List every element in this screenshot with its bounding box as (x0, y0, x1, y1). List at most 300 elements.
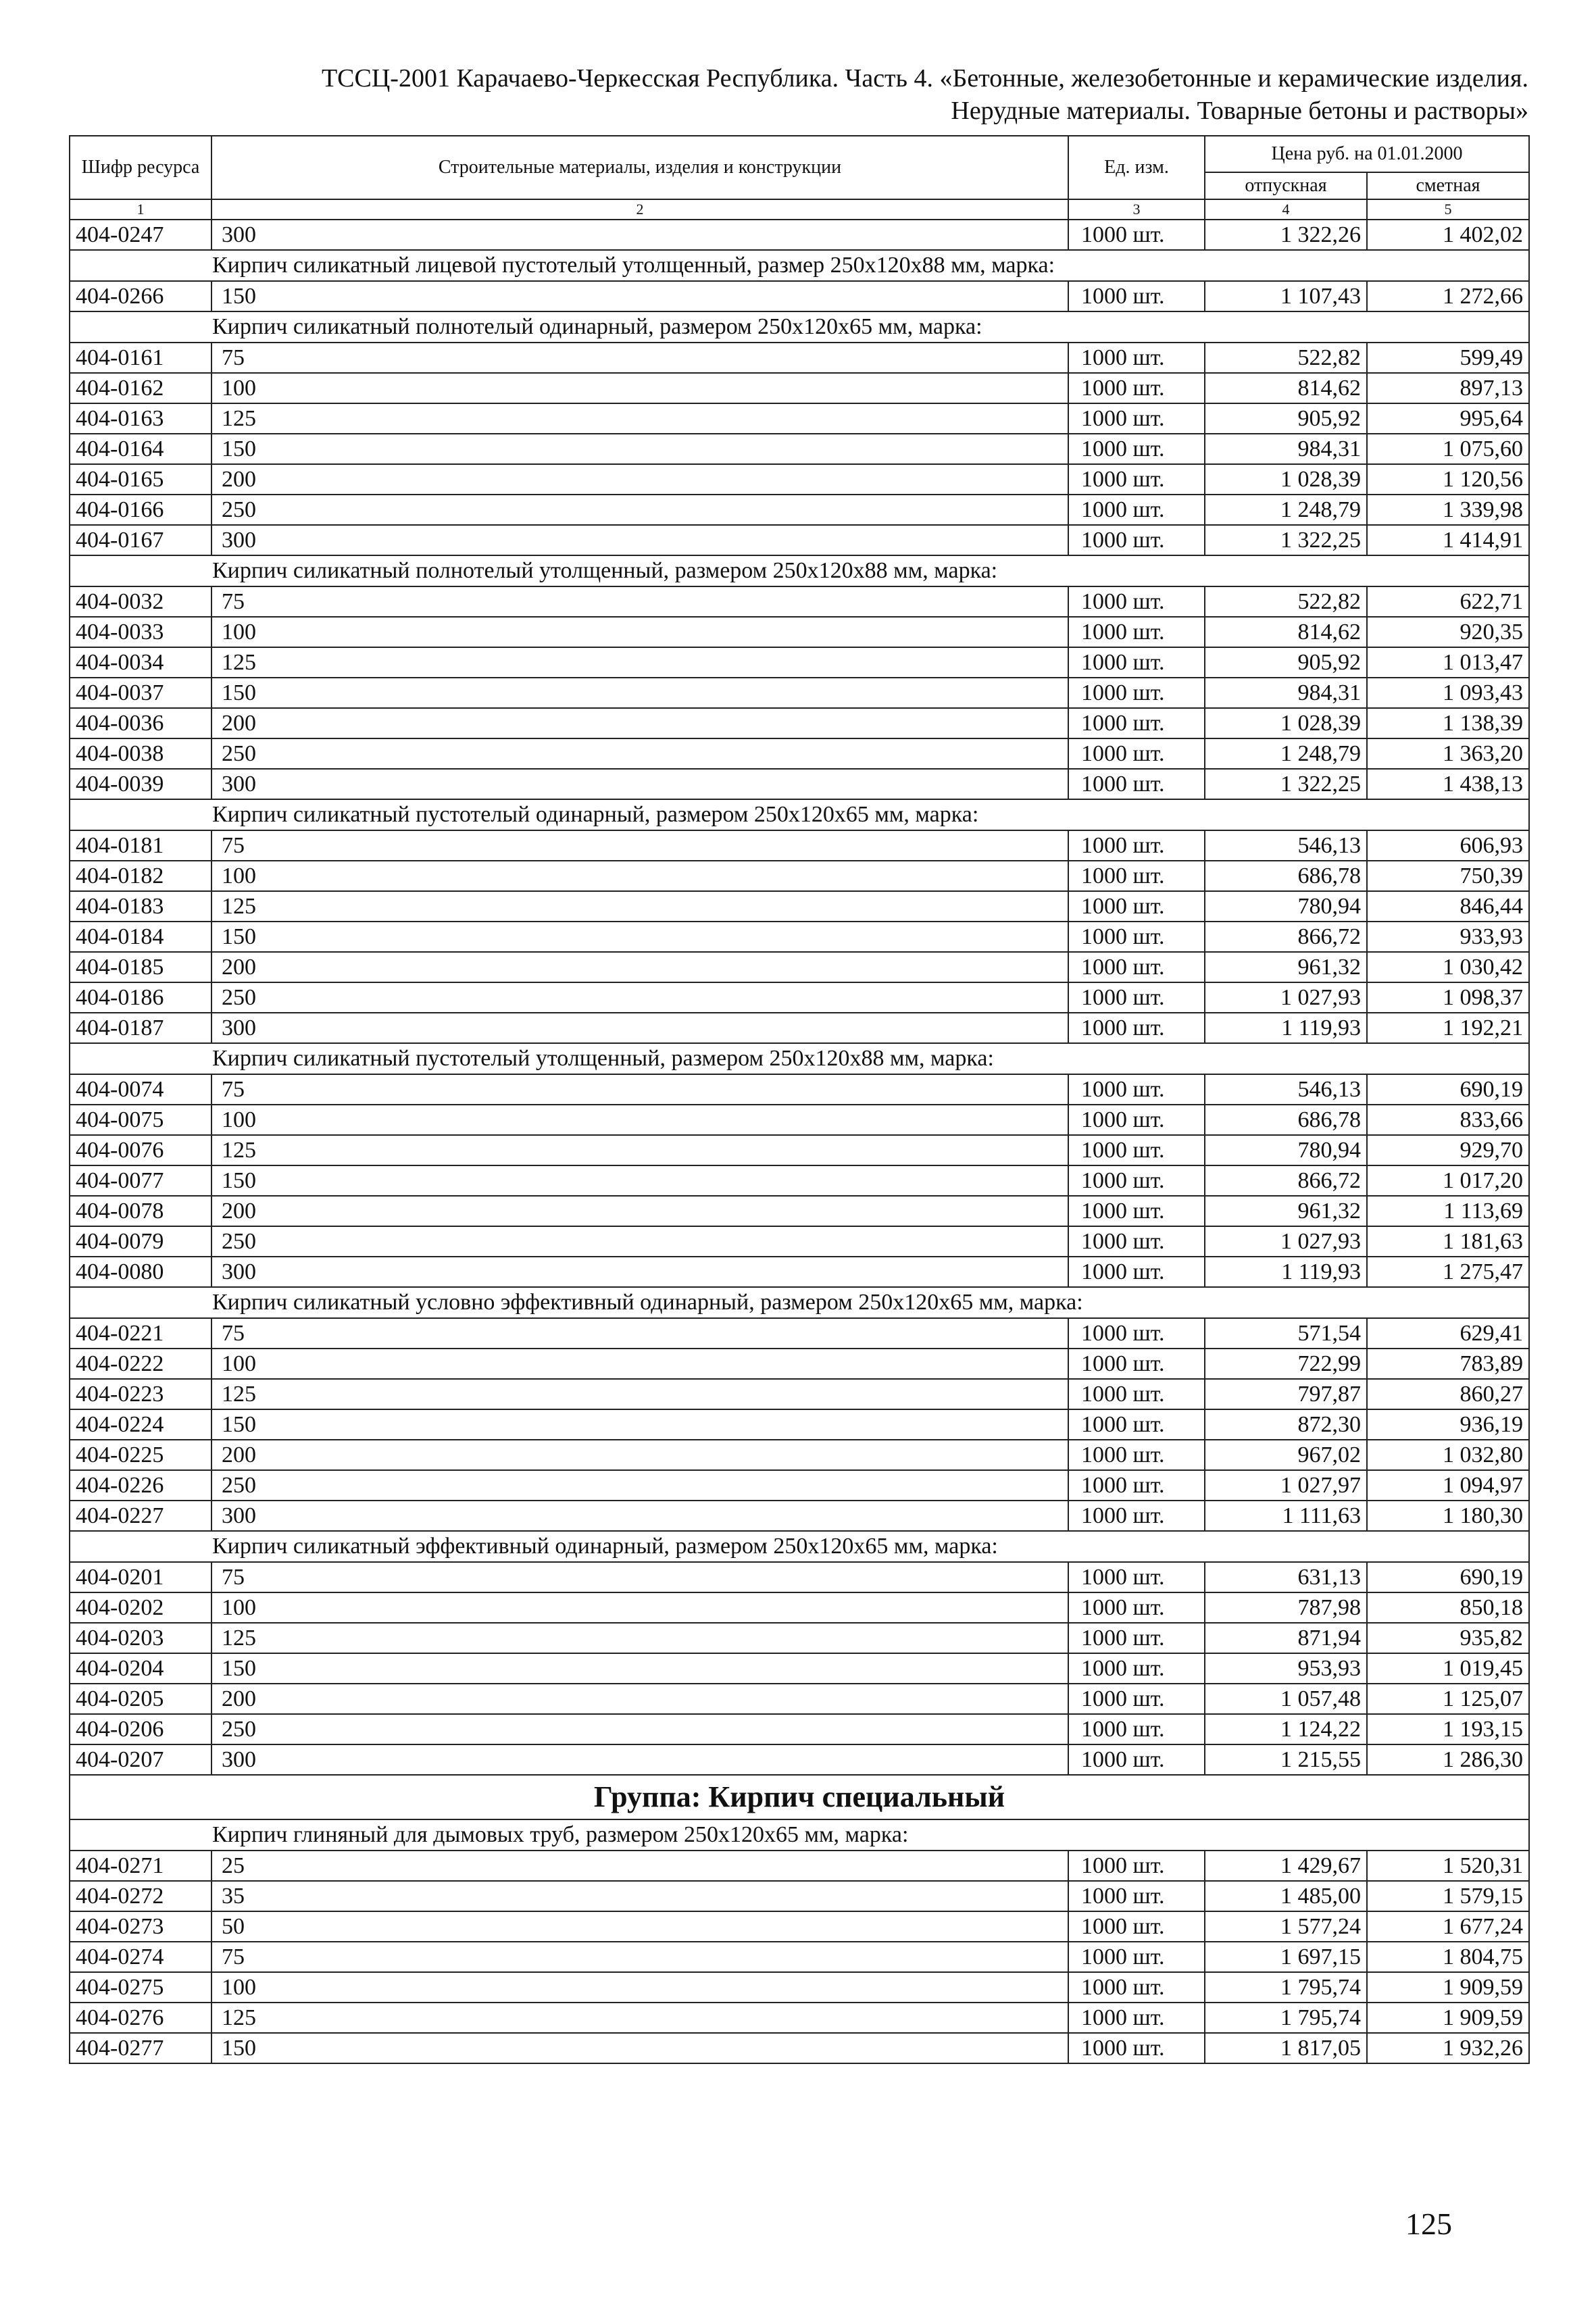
resource-code-cell: 404-0037 (70, 678, 211, 708)
brand-cell: 75 (211, 1318, 1068, 1349)
brand-cell: 150 (211, 2033, 1068, 2063)
release-price-cell: 1 795,74 (1205, 1972, 1367, 2003)
unit-cell: 1000 шт. (1068, 769, 1205, 799)
unit-cell: 1000 шт. (1068, 220, 1205, 250)
brand-cell: 100 (211, 617, 1068, 647)
unit-cell: 1000 шт. (1068, 403, 1205, 434)
resource-code-cell: 404-0033 (70, 617, 211, 647)
brand-cell: 200 (211, 1440, 1068, 1470)
release-price-cell: 780,94 (1205, 891, 1367, 922)
table-row (70, 1470, 1529, 1501)
table-row (70, 1501, 1529, 1531)
brand-cell: 300 (211, 769, 1068, 799)
estimate-price-cell: 1 125,07 (1367, 1684, 1529, 1714)
resource-code-cell: 404-0226 (70, 1470, 211, 1501)
estimate-price-cell: 1 414,91 (1367, 525, 1529, 555)
brand-cell: 250 (211, 1714, 1068, 1744)
resource-code-cell: 404-0165 (70, 464, 211, 495)
col-header-name: Строительные материалы, изделия и конструкции (211, 136, 1068, 199)
group-title: Группа: Кирпич специальный (70, 1775, 1529, 1819)
release-price-cell: 984,31 (1205, 434, 1367, 464)
brand-cell: 200 (211, 708, 1068, 738)
release-price-cell: 866,72 (1205, 922, 1367, 952)
unit-cell: 1000 шт. (1068, 1349, 1205, 1379)
resource-code-cell: 404-0164 (70, 434, 211, 464)
col-number-2: 2 (211, 199, 1068, 220)
group-row (70, 1775, 1529, 1819)
release-price-cell: 1 028,39 (1205, 464, 1367, 495)
table-row (70, 830, 1529, 861)
release-price-cell: 1 485,00 (1205, 1881, 1367, 1911)
release-price-cell: 1 057,48 (1205, 1684, 1367, 1714)
unit-cell: 1000 шт. (1068, 1744, 1205, 1775)
release-price-cell: 814,62 (1205, 373, 1367, 403)
estimate-price-cell: 1 138,39 (1367, 708, 1529, 738)
unit-cell: 1000 шт. (1068, 1379, 1205, 1409)
brand-cell: 150 (211, 434, 1068, 464)
brand-cell: 300 (211, 1257, 1068, 1287)
release-price-cell: 522,82 (1205, 586, 1367, 617)
resource-code-cell: 404-0075 (70, 1105, 211, 1135)
subsection-title: Кирпич силикатный пустотелый одинарный, размером 250х120х65 мм, марка: (70, 799, 1529, 830)
unit-cell: 1000 шт. (1068, 1440, 1205, 1470)
release-price-cell: 1 248,79 (1205, 495, 1367, 525)
table-row (70, 495, 1529, 525)
table-row (70, 1226, 1529, 1257)
table-row (70, 1165, 1529, 1196)
unit-cell: 1000 шт. (1068, 1623, 1205, 1653)
col-number-5: 5 (1367, 199, 1529, 220)
resource-code-cell: 404-0184 (70, 922, 211, 952)
brand-cell: 150 (211, 1409, 1068, 1440)
table-row (70, 678, 1529, 708)
resource-code-cell: 404-0271 (70, 1851, 211, 1881)
resource-code-cell: 404-0032 (70, 586, 211, 617)
resource-code-cell: 404-0163 (70, 403, 211, 434)
resource-code-cell: 404-0161 (70, 343, 211, 373)
table-row (70, 1562, 1529, 1592)
estimate-price-cell: 1 339,98 (1367, 495, 1529, 525)
table-row (70, 1440, 1529, 1470)
unit-cell: 1000 шт. (1068, 678, 1205, 708)
release-price-cell: 1 795,74 (1205, 2003, 1367, 2033)
unit-cell: 1000 шт. (1068, 1881, 1205, 1911)
release-price-cell: 1 429,67 (1205, 1851, 1367, 1881)
estimate-price-cell: 1 193,15 (1367, 1714, 1529, 1744)
resource-code-cell: 404-0079 (70, 1226, 211, 1257)
resource-code-cell: 404-0221 (70, 1318, 211, 1349)
release-price-cell: 546,13 (1205, 1074, 1367, 1105)
table-row (70, 1379, 1529, 1409)
estimate-price-cell: 1 932,26 (1367, 2033, 1529, 2063)
table-row (70, 922, 1529, 952)
brand-cell: 75 (211, 1562, 1068, 1592)
table-row (70, 464, 1529, 495)
table-row (70, 1105, 1529, 1135)
brand-cell: 150 (211, 678, 1068, 708)
col-number-4: 4 (1205, 199, 1367, 220)
resource-code-cell: 404-0187 (70, 1013, 211, 1043)
estimate-price-cell: 1 075,60 (1367, 434, 1529, 464)
release-price-cell: 1 027,93 (1205, 1226, 1367, 1257)
release-price-cell: 1 577,24 (1205, 1911, 1367, 1942)
subsection-row (70, 311, 1529, 343)
brand-cell: 125 (211, 1135, 1068, 1165)
resource-code-cell: 404-0224 (70, 1409, 211, 1440)
brand-cell: 200 (211, 1196, 1068, 1226)
estimate-price-cell: 1 093,43 (1367, 678, 1529, 708)
resource-code-cell: 404-0203 (70, 1623, 211, 1653)
estimate-price-cell: 1 094,97 (1367, 1470, 1529, 1501)
release-price-cell: 686,78 (1205, 861, 1367, 891)
table-row (70, 1714, 1529, 1744)
resource-code-cell: 404-0078 (70, 1196, 211, 1226)
brand-cell: 100 (211, 1972, 1068, 2003)
estimate-price-cell: 690,19 (1367, 1074, 1529, 1105)
page-header (68, 62, 1528, 127)
brand-cell: 200 (211, 952, 1068, 982)
release-price-cell: 546,13 (1205, 830, 1367, 861)
release-price-cell: 1 697,15 (1205, 1942, 1367, 1972)
estimate-price-cell: 1 192,21 (1367, 1013, 1529, 1043)
release-price-cell: 967,02 (1205, 1440, 1367, 1470)
brand-cell: 150 (211, 1653, 1068, 1684)
brand-cell: 300 (211, 1501, 1068, 1531)
subsection-title: Кирпич силикатный лицевой пустотелый утолщенный, размер 250х120х88 мм, марка: (70, 250, 1529, 281)
estimate-price-cell: 1 402,02 (1367, 220, 1529, 250)
brand-cell: 100 (211, 1349, 1068, 1379)
resource-code-cell: 404-0222 (70, 1349, 211, 1379)
estimate-price-cell: 1 272,66 (1367, 281, 1529, 311)
unit-cell: 1000 шт. (1068, 1013, 1205, 1043)
estimate-price-cell: 1 909,59 (1367, 2003, 1529, 2033)
estimate-price-cell: 1 275,47 (1367, 1257, 1529, 1287)
estimate-price-cell: 897,13 (1367, 373, 1529, 403)
resource-code-cell: 404-0185 (70, 952, 211, 982)
subsection-title: Кирпич силикатный полнотелый одинарный, размером 250х120х65 мм, марка: (70, 311, 1529, 343)
release-price-cell: 1 107,43 (1205, 281, 1367, 311)
estimate-price-cell: 920,35 (1367, 617, 1529, 647)
table-row (70, 2033, 1529, 2063)
table-row (70, 708, 1529, 738)
release-price-cell: 631,13 (1205, 1562, 1367, 1592)
price-table (69, 135, 1530, 2064)
estimate-price-cell: 1 909,59 (1367, 1972, 1529, 2003)
release-price-cell: 1 248,79 (1205, 738, 1367, 769)
estimate-price-cell: 1 579,15 (1367, 1881, 1529, 1911)
unit-cell: 1000 шт. (1068, 343, 1205, 373)
estimate-price-cell: 1 438,13 (1367, 769, 1529, 799)
unit-cell: 1000 шт. (1068, 586, 1205, 617)
release-price-cell: 1 027,93 (1205, 982, 1367, 1013)
estimate-price-cell: 850,18 (1367, 1592, 1529, 1623)
estimate-price-cell: 995,64 (1367, 403, 1529, 434)
estimate-price-cell: 750,39 (1367, 861, 1529, 891)
resource-code-cell: 404-0207 (70, 1744, 211, 1775)
unit-cell: 1000 шт. (1068, 1105, 1205, 1135)
brand-cell: 25 (211, 1851, 1068, 1881)
resource-code-cell: 404-0039 (70, 769, 211, 799)
unit-cell: 1000 шт. (1068, 1226, 1205, 1257)
estimate-price-cell: 936,19 (1367, 1409, 1529, 1440)
release-price-cell: 953,93 (1205, 1653, 1367, 1684)
brand-cell: 75 (211, 343, 1068, 373)
brand-cell: 150 (211, 922, 1068, 952)
brand-cell: 125 (211, 647, 1068, 678)
resource-code-cell: 404-0206 (70, 1714, 211, 1744)
brand-cell: 150 (211, 281, 1068, 311)
estimate-price-cell: 1 113,69 (1367, 1196, 1529, 1226)
resource-code-cell: 404-0204 (70, 1653, 211, 1684)
table-row (70, 403, 1529, 434)
unit-cell: 1000 шт. (1068, 464, 1205, 495)
brand-cell: 300 (211, 525, 1068, 555)
brand-cell: 50 (211, 1911, 1068, 1942)
unit-cell: 1000 шт. (1068, 1562, 1205, 1592)
brand-cell: 125 (211, 2003, 1068, 2033)
unit-cell: 1000 шт. (1068, 1318, 1205, 1349)
estimate-price-cell: 1 180,30 (1367, 1501, 1529, 1531)
subsection-title: Кирпич силикатный полнотелый утолщенный, размером 250х120х88 мм, марка: (70, 555, 1529, 586)
brand-cell: 100 (211, 1105, 1068, 1135)
brand-cell: 250 (211, 738, 1068, 769)
table-row (70, 434, 1529, 464)
unit-cell: 1000 шт. (1068, 281, 1205, 311)
unit-cell: 1000 шт. (1068, 1653, 1205, 1684)
unit-cell: 1000 шт. (1068, 891, 1205, 922)
table-row (70, 1074, 1529, 1105)
resource-code-cell: 404-0227 (70, 1501, 211, 1531)
unit-cell: 1000 шт. (1068, 1135, 1205, 1165)
table-row (70, 891, 1529, 922)
resource-code-cell: 404-0166 (70, 495, 211, 525)
resource-code-cell: 404-0077 (70, 1165, 211, 1196)
subsection-row (70, 250, 1529, 281)
estimate-price-cell: 1 520,31 (1367, 1851, 1529, 1881)
brand-cell: 100 (211, 861, 1068, 891)
release-price-cell: 961,32 (1205, 1196, 1367, 1226)
release-price-cell: 1 817,05 (1205, 2033, 1367, 2063)
table-body (70, 220, 1529, 2063)
table-row (70, 281, 1529, 311)
resource-code-cell: 404-0167 (70, 525, 211, 555)
col-number-3: 3 (1068, 199, 1205, 220)
subsection-row (70, 1819, 1529, 1851)
release-price-cell: 780,94 (1205, 1135, 1367, 1165)
resource-code-cell: 404-0275 (70, 1972, 211, 2003)
resource-code-cell: 404-0201 (70, 1562, 211, 1592)
estimate-price-cell: 1 363,20 (1367, 738, 1529, 769)
release-price-cell: 814,62 (1205, 617, 1367, 647)
release-price-cell: 1 119,93 (1205, 1013, 1367, 1043)
unit-cell: 1000 шт. (1068, 1592, 1205, 1623)
unit-cell: 1000 шт. (1068, 1257, 1205, 1287)
release-price-cell: 866,72 (1205, 1165, 1367, 1196)
brand-cell: 250 (211, 1470, 1068, 1501)
resource-code-cell: 404-0273 (70, 1911, 211, 1942)
unit-cell: 1000 шт. (1068, 861, 1205, 891)
unit-cell: 1000 шт. (1068, 1972, 1205, 2003)
unit-cell: 1000 шт. (1068, 1165, 1205, 1196)
release-price-cell: 1 215,55 (1205, 1744, 1367, 1775)
brand-cell: 250 (211, 1226, 1068, 1257)
subsection-row (70, 799, 1529, 830)
estimate-price-cell: 1 181,63 (1367, 1226, 1529, 1257)
table-row (70, 220, 1529, 250)
brand-cell: 300 (211, 1013, 1068, 1043)
unit-cell: 1000 шт. (1068, 525, 1205, 555)
release-price-cell: 1 124,22 (1205, 1714, 1367, 1744)
brand-cell: 150 (211, 1165, 1068, 1196)
unit-cell: 1000 шт. (1068, 1501, 1205, 1531)
estimate-price-cell: 1 019,45 (1367, 1653, 1529, 1684)
resource-code-cell: 404-0034 (70, 647, 211, 678)
unit-cell: 1000 шт. (1068, 1942, 1205, 1972)
release-price-cell: 522,82 (1205, 343, 1367, 373)
resource-code-cell: 404-0181 (70, 830, 211, 861)
estimate-price-cell: 860,27 (1367, 1379, 1529, 1409)
table-row (70, 861, 1529, 891)
resource-code-cell: 404-0274 (70, 1942, 211, 1972)
estimate-price-cell: 933,93 (1367, 922, 1529, 952)
table-header (70, 136, 1529, 220)
estimate-price-cell: 1 677,24 (1367, 1911, 1529, 1942)
table-row (70, 738, 1529, 769)
estimate-price-cell: 629,41 (1367, 1318, 1529, 1349)
unit-cell: 1000 шт. (1068, 830, 1205, 861)
resource-code-cell: 404-0182 (70, 861, 211, 891)
table-row (70, 982, 1529, 1013)
table-row (70, 1318, 1529, 1349)
col-header-price: Цена руб. на 01.01.2000 (1205, 136, 1529, 172)
estimate-price-cell: 929,70 (1367, 1135, 1529, 1165)
estimate-price-cell: 599,49 (1367, 343, 1529, 373)
brand-cell: 125 (211, 1623, 1068, 1653)
page-number: 125 (1405, 2207, 1452, 2241)
unit-cell: 1000 шт. (1068, 738, 1205, 769)
brand-cell: 35 (211, 1881, 1068, 1911)
resource-code-cell: 404-0276 (70, 2003, 211, 2033)
unit-cell: 1000 шт. (1068, 982, 1205, 1013)
estimate-price-cell: 690,19 (1367, 1562, 1529, 1592)
header-line-1: ТССЦ-2001 Карачаево-Черкесская Республика. Часть 4. «Бетонные, железобетонные и керамические изделия. (321, 64, 1528, 93)
estimate-price-cell: 833,66 (1367, 1105, 1529, 1135)
table-row (70, 1623, 1529, 1653)
brand-cell: 125 (211, 891, 1068, 922)
unit-cell: 1000 шт. (1068, 1470, 1205, 1501)
subsection-title: Кирпич силикатный условно эффективный одинарный, размером 250х120х65 мм, марка: (70, 1287, 1529, 1318)
unit-cell: 1000 шт. (1068, 1684, 1205, 1714)
release-price-cell: 1 119,93 (1205, 1257, 1367, 1287)
release-price-cell: 787,98 (1205, 1592, 1367, 1623)
unit-cell: 1000 шт. (1068, 495, 1205, 525)
unit-cell: 1000 шт. (1068, 617, 1205, 647)
estimate-price-cell: 622,71 (1367, 586, 1529, 617)
subsection-row (70, 1287, 1529, 1318)
table-row (70, 1196, 1529, 1226)
table-row (70, 1013, 1529, 1043)
release-price-cell: 686,78 (1205, 1105, 1367, 1135)
estimate-price-cell: 606,93 (1367, 830, 1529, 861)
table-row (70, 1349, 1529, 1379)
brand-cell: 75 (211, 1942, 1068, 1972)
table-row (70, 1653, 1529, 1684)
release-price-cell: 1 322,25 (1205, 769, 1367, 799)
brand-cell: 250 (211, 982, 1068, 1013)
col-header-release-price: отпускная (1205, 172, 1367, 199)
estimate-price-cell: 935,82 (1367, 1623, 1529, 1653)
resource-code-cell: 404-0076 (70, 1135, 211, 1165)
unit-cell: 1000 шт. (1068, 2033, 1205, 2063)
table-row (70, 647, 1529, 678)
col-header-estimate-price: сметная (1367, 172, 1529, 199)
table-row (70, 343, 1529, 373)
estimate-price-cell: 1 120,56 (1367, 464, 1529, 495)
subsection-row (70, 555, 1529, 586)
estimate-price-cell: 846,44 (1367, 891, 1529, 922)
resource-code-cell: 404-0202 (70, 1592, 211, 1623)
release-price-cell: 1 028,39 (1205, 708, 1367, 738)
table-row (70, 1592, 1529, 1623)
unit-cell: 1000 шт. (1068, 2003, 1205, 2033)
unit-cell: 1000 шт. (1068, 434, 1205, 464)
resource-code-cell: 404-0225 (70, 1440, 211, 1470)
estimate-price-cell: 1 098,37 (1367, 982, 1529, 1013)
brand-cell: 200 (211, 464, 1068, 495)
brand-cell: 100 (211, 373, 1068, 403)
brand-cell: 250 (211, 495, 1068, 525)
release-price-cell: 1 322,26 (1205, 220, 1367, 250)
unit-cell: 1000 шт. (1068, 922, 1205, 952)
estimate-price-cell: 783,89 (1367, 1349, 1529, 1379)
release-price-cell: 871,94 (1205, 1623, 1367, 1653)
table-row (70, 1744, 1529, 1775)
release-price-cell: 872,30 (1205, 1409, 1367, 1440)
estimate-price-cell: 1 013,47 (1367, 647, 1529, 678)
table-row (70, 1942, 1529, 1972)
brand-cell: 75 (211, 1074, 1068, 1105)
table-row (70, 617, 1529, 647)
unit-cell: 1000 шт. (1068, 952, 1205, 982)
brand-cell: 125 (211, 403, 1068, 434)
table-row (70, 1911, 1529, 1942)
brand-cell: 75 (211, 830, 1068, 861)
table-row (70, 1851, 1529, 1881)
estimate-price-cell: 1 804,75 (1367, 1942, 1529, 1972)
release-price-cell: 905,92 (1205, 403, 1367, 434)
resource-code-cell: 404-0036 (70, 708, 211, 738)
unit-cell: 1000 шт. (1068, 1074, 1205, 1105)
col-header-code: Шифр ресурса (70, 136, 211, 199)
unit-cell: 1000 шт. (1068, 1196, 1205, 1226)
resource-code-cell: 404-0162 (70, 373, 211, 403)
unit-cell: 1000 шт. (1068, 1851, 1205, 1881)
estimate-price-cell: 1 032,80 (1367, 1440, 1529, 1470)
subsection-title: Кирпич силикатный эффективный одинарный, размером 250х120х65 мм, марка: (70, 1531, 1529, 1562)
table-row (70, 952, 1529, 982)
resource-code-cell: 404-0080 (70, 1257, 211, 1287)
unit-cell: 1000 шт. (1068, 708, 1205, 738)
resource-code-cell: 404-0223 (70, 1379, 211, 1409)
brand-cell: 300 (211, 1744, 1068, 1775)
estimate-price-cell: 1 030,42 (1367, 952, 1529, 982)
table-row (70, 2003, 1529, 2033)
release-price-cell: 1 111,63 (1205, 1501, 1367, 1531)
col-number-1: 1 (70, 199, 211, 220)
unit-cell: 1000 шт. (1068, 1911, 1205, 1942)
subsection-title: Кирпич глиняный для дымовых труб, размером 250х120х65 мм, марка: (70, 1819, 1529, 1851)
resource-code-cell: 404-0186 (70, 982, 211, 1013)
